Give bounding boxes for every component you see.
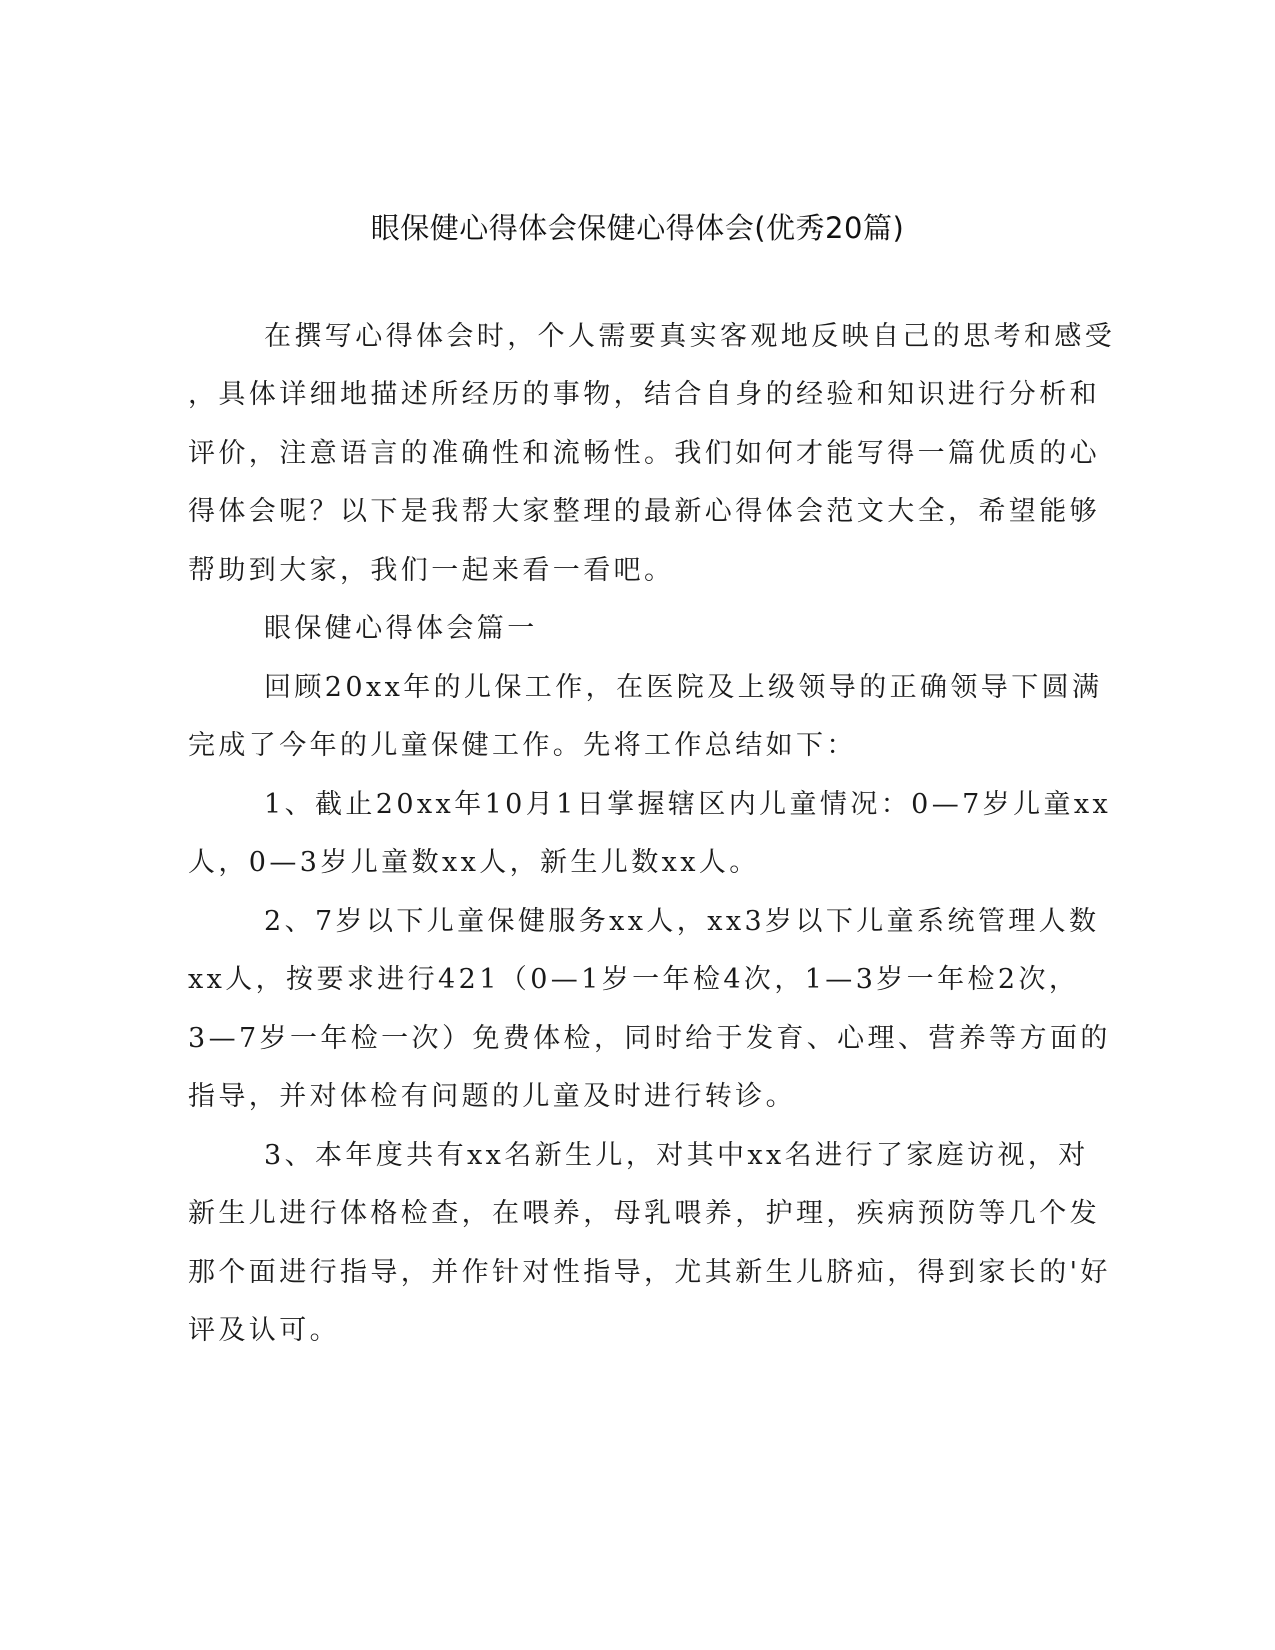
item-2-line-3: 3—7岁一年检一次）免费体检，同时给于发育、心理、营养等方面的 (188, 1023, 1111, 1054)
intro-line-3: 评价，注意语言的准确性和流畅性。我们如何才能写得一篇优质的心 (188, 438, 1100, 469)
item-3-line-1: 3、本年度共有xx名新生儿，对其中xx名进行了家庭访视，对 (264, 1140, 1089, 1171)
intro-line-2: ，具体详细地描述所经历的事物，结合自身的经验和知识进行分析和 (188, 379, 1100, 410)
intro-line-5: 帮助到大家，我们一起来看一看吧。 (188, 555, 675, 586)
item-1-line-2: 人，0—3岁儿童数xx人，新生儿数xx人。 (188, 847, 760, 878)
body-line-1: 回顾20xx年的儿保工作，在医院及上级领导的正确领导下圆满 (264, 672, 1103, 703)
item-3-line-4: 评及认可。 (188, 1315, 340, 1346)
intro-line-1: 在撰写心得体会时，个人需要真实客观地反映自己的思考和感受 (264, 321, 1116, 352)
document-title: 眼保健心得体会保健心得体会(优秀20篇) (370, 211, 905, 245)
section-heading: 眼保健心得体会篇一 (264, 613, 538, 644)
item-2-line-1: 2、7岁以下儿童保健服务xx人，xx3岁以下儿童系统管理人数 (264, 906, 1100, 937)
body-line-2: 完成了今年的儿童保健工作。先将工作总结如下： (188, 730, 857, 761)
item-2-line-4: 指导，并对体检有问题的儿童及时进行转诊。 (188, 1081, 796, 1112)
intro-line-4: 得体会呢？以下是我帮大家整理的最新心得体会范文大全，希望能够 (188, 496, 1100, 527)
item-3-line-3: 那个面进行指导，并作针对性指导，尤其新生儿脐疝，得到家长的'好 (188, 1257, 1111, 1288)
item-2-line-2: xx人，按要求进行421（0—1岁一年检4次，1—3岁一年检2次， (188, 964, 1080, 995)
item-3-line-2: 新生儿进行体格检查，在喂养，母乳喂养，护理，疾病预防等几个发 (188, 1198, 1100, 1229)
item-1-line-1: 1、截止20xx年10月1日掌握辖区内儿童情况：0—7岁儿童xx (264, 789, 1112, 820)
